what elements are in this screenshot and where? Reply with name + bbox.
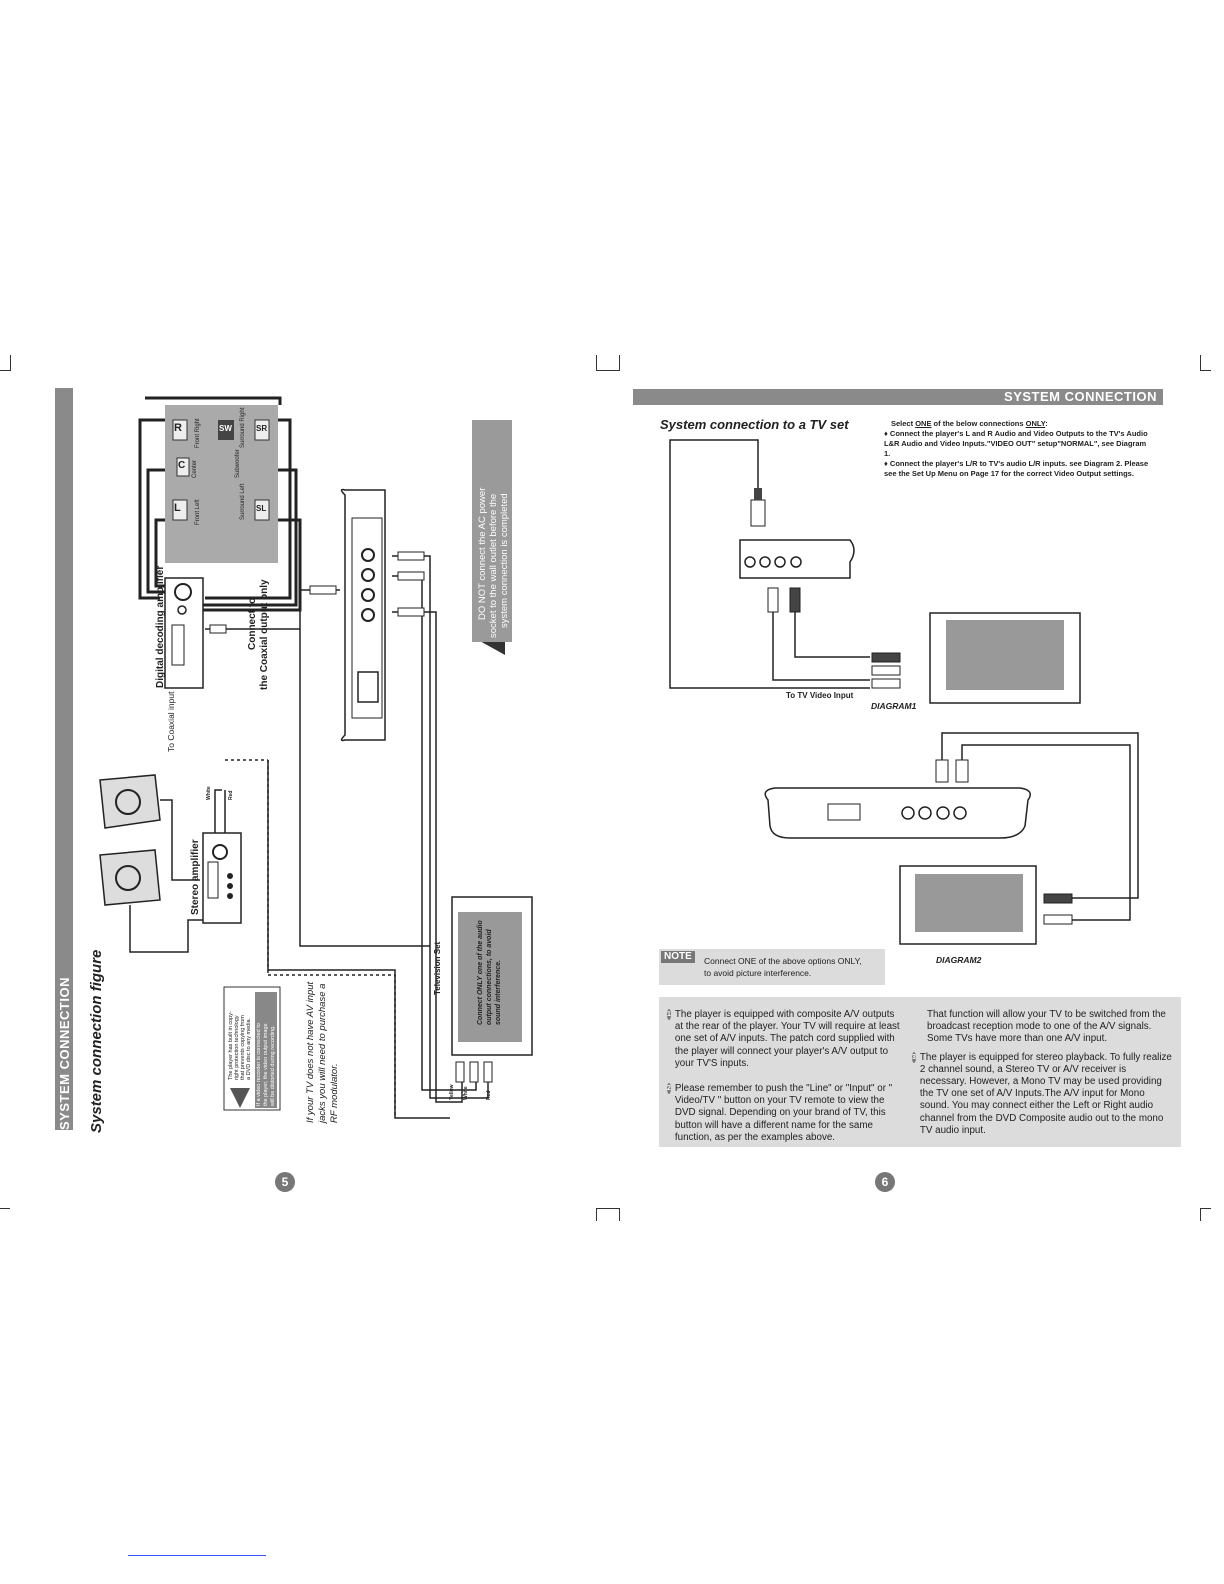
label-center: Center [192, 459, 198, 478]
digital-amp-label: Digital decoding amplifier [155, 565, 166, 688]
tv-cable-white: White [463, 1086, 469, 1100]
note-text-line-1: Connect ONE of the above options ONLY, [704, 956, 862, 966]
copy-warning-line-6: the player, the video output image [263, 1023, 269, 1106]
label-surround-left: Surround Left [240, 483, 246, 520]
power-warning-line-3: system connection is completed [499, 493, 510, 628]
to-tv-video-input-label: To TV Video Input [786, 691, 854, 700]
coaxial-input-label: To Coaxial input [166, 691, 176, 752]
item-2-number: 2 [667, 1085, 671, 1093]
tv-cable-yellow: Yellow [449, 1084, 455, 1100]
page-number-left: 5 [275, 1172, 295, 1192]
label-front-right: Front Right [195, 418, 201, 448]
power-warning-box [472, 420, 512, 642]
power-warning-line-2: socket to the wall outlet before the [488, 493, 499, 638]
info-column-left [667, 1009, 905, 1144]
note-tag: NOTE [661, 951, 695, 963]
item-1-text: The player is equipped with composite A/V outputs at the rear of the player. Your TV will require at least one set of A/V inputs. The patch cord supplied with the player will connect your player's A/V output to your TV'S inputs. [674, 1009, 900, 1069]
speaker-letter-c: C [178, 460, 186, 471]
instr-line1-a: Select [891, 419, 916, 428]
section-title: System connection to a TV set [660, 417, 849, 432]
section-header-title: SYSTEM CONNECTION [1004, 389, 1157, 404]
speaker-left [100, 850, 160, 905]
info-item-1 [667, 1009, 905, 1070]
side-tab-label: SYSTEM CONNECTION [57, 977, 72, 1130]
note-text-line-2: to avoid picture interference. [704, 968, 812, 978]
crop-mark [1200, 355, 1211, 371]
tv-cable-red: Red [486, 1090, 492, 1100]
diagram2-label: DIAGRAM2 [936, 955, 982, 965]
tv-set-label: Television Set [433, 941, 442, 995]
copy-warning-line-4: a DVD disc to any media. [246, 1017, 252, 1080]
coaxial-output-label-1: Connect to [247, 597, 258, 650]
page-title: System connection figure [88, 949, 105, 1133]
underline-link[interactable] [128, 1555, 266, 1556]
copy-warning-line-5: If a video recorder is connected to [256, 1023, 262, 1106]
item-3-text: The player is equipped for stereo playback. To fully realize 2 channel sound, a Stereo TV or A/V receiver is necessary. However, a Mono TV may be used providing the TV one set of A/V Inputs.The A/V input for Mono sound. You may connect either the Left or Right audio channel from the DVD Composite audio out to the mono TV audio input. [919, 1051, 1172, 1136]
copy-warning-line-2: right protection technology [234, 1015, 240, 1080]
item-1-number: 1 [667, 1011, 671, 1018]
speaker-letter-sl: SL [256, 504, 267, 513]
note-text [704, 955, 884, 979]
speaker-letter-sw: SW [219, 424, 232, 433]
crop-mark [1200, 1208, 1211, 1221]
tv-note-line-2: output connections, to avoid [486, 929, 493, 1025]
cable-white-label: White [206, 786, 212, 800]
copy-warning-line-7: will be distorted during recording. [270, 1025, 276, 1106]
rf-note-line-2: jacks you will need to purchase a [317, 983, 328, 1123]
dvd-player-diagram1 [740, 540, 854, 578]
page-number-right: 6 [875, 1172, 895, 1192]
crop-mark [596, 1208, 620, 1221]
label-subwoofer: Subwoofer [235, 449, 241, 478]
instr-line1-b: of the below connections [931, 419, 1026, 428]
cable-red-label: Red [228, 790, 234, 800]
instr-only: ONLY [1025, 419, 1046, 428]
info-column-right [912, 1009, 1174, 1137]
tv-connection-diagrams [600, 400, 1200, 960]
speaker-right [100, 775, 160, 828]
info-item-3 [912, 1052, 1174, 1137]
diagram1-label: DIAGRAM1 [871, 701, 917, 711]
info-item-2 [667, 1083, 905, 1144]
note-box [659, 949, 885, 985]
copy-warning-line-1: The player has built in copy- [228, 1011, 234, 1080]
speaker-letter-l: L [174, 502, 181, 514]
copy-warning-line-3: that prevents copying from [240, 1015, 246, 1080]
instr-one: ONE [915, 419, 932, 428]
stereo-amp-label: Stereo amplifier [190, 839, 201, 915]
info-panel [659, 997, 1181, 1147]
item-2-text: Please remember to push the "Line" or "Input" or " Video/TV " button on your TV remote to view the DVD signal. Depending on your brand of TV, this button will have a different name for the same function, as per the examples above. [674, 1083, 893, 1143]
tv-note-line-3: sound interference. [495, 960, 502, 1025]
dvd-player-diagram2 [765, 788, 1030, 838]
label-surround-right: Surround Right [240, 407, 246, 448]
tv-note-line-1: Connect ONLY one of the audio [477, 920, 484, 1025]
item-3-number: 3 [912, 1053, 916, 1061]
instr-bullet-2: ♦ Connect the player's L/R to TV's audio L/R inputs. see Diagram 2. Please see the Set Up Menu on Page 17 for the correct Video Output settings. [884, 459, 1149, 478]
rf-note-line-3: RF modulator. [329, 1063, 340, 1123]
instr-bullet-1: ♦ Connect the player's L and R Audio and Video Outputs to the TV's Audio L&R Audio and Video Inputs."VIDEO OUT" setup"NORMAL", see Diagram 1. [884, 429, 1148, 458]
coaxial-output-label-2: the Coaxial output only [259, 579, 270, 690]
stereo-amplifier [203, 833, 241, 923]
rf-note-line-1: If your TV does not have AV input [305, 981, 316, 1123]
label-front-left: Front Left [195, 499, 201, 525]
instr-line1-c: : [1045, 419, 1048, 428]
speaker-letter-r: R [174, 422, 182, 434]
power-warning-line-1: DO NOT connect the AC power [477, 487, 488, 620]
crop-mark [0, 1208, 10, 1221]
item-2-continued: That function will allow your TV to be switched from the broadcast reception mode to one of the A/V signals. Some TVs have more than one A/V input. [927, 1009, 1166, 1045]
speaker-letter-sr: SR [256, 424, 268, 433]
